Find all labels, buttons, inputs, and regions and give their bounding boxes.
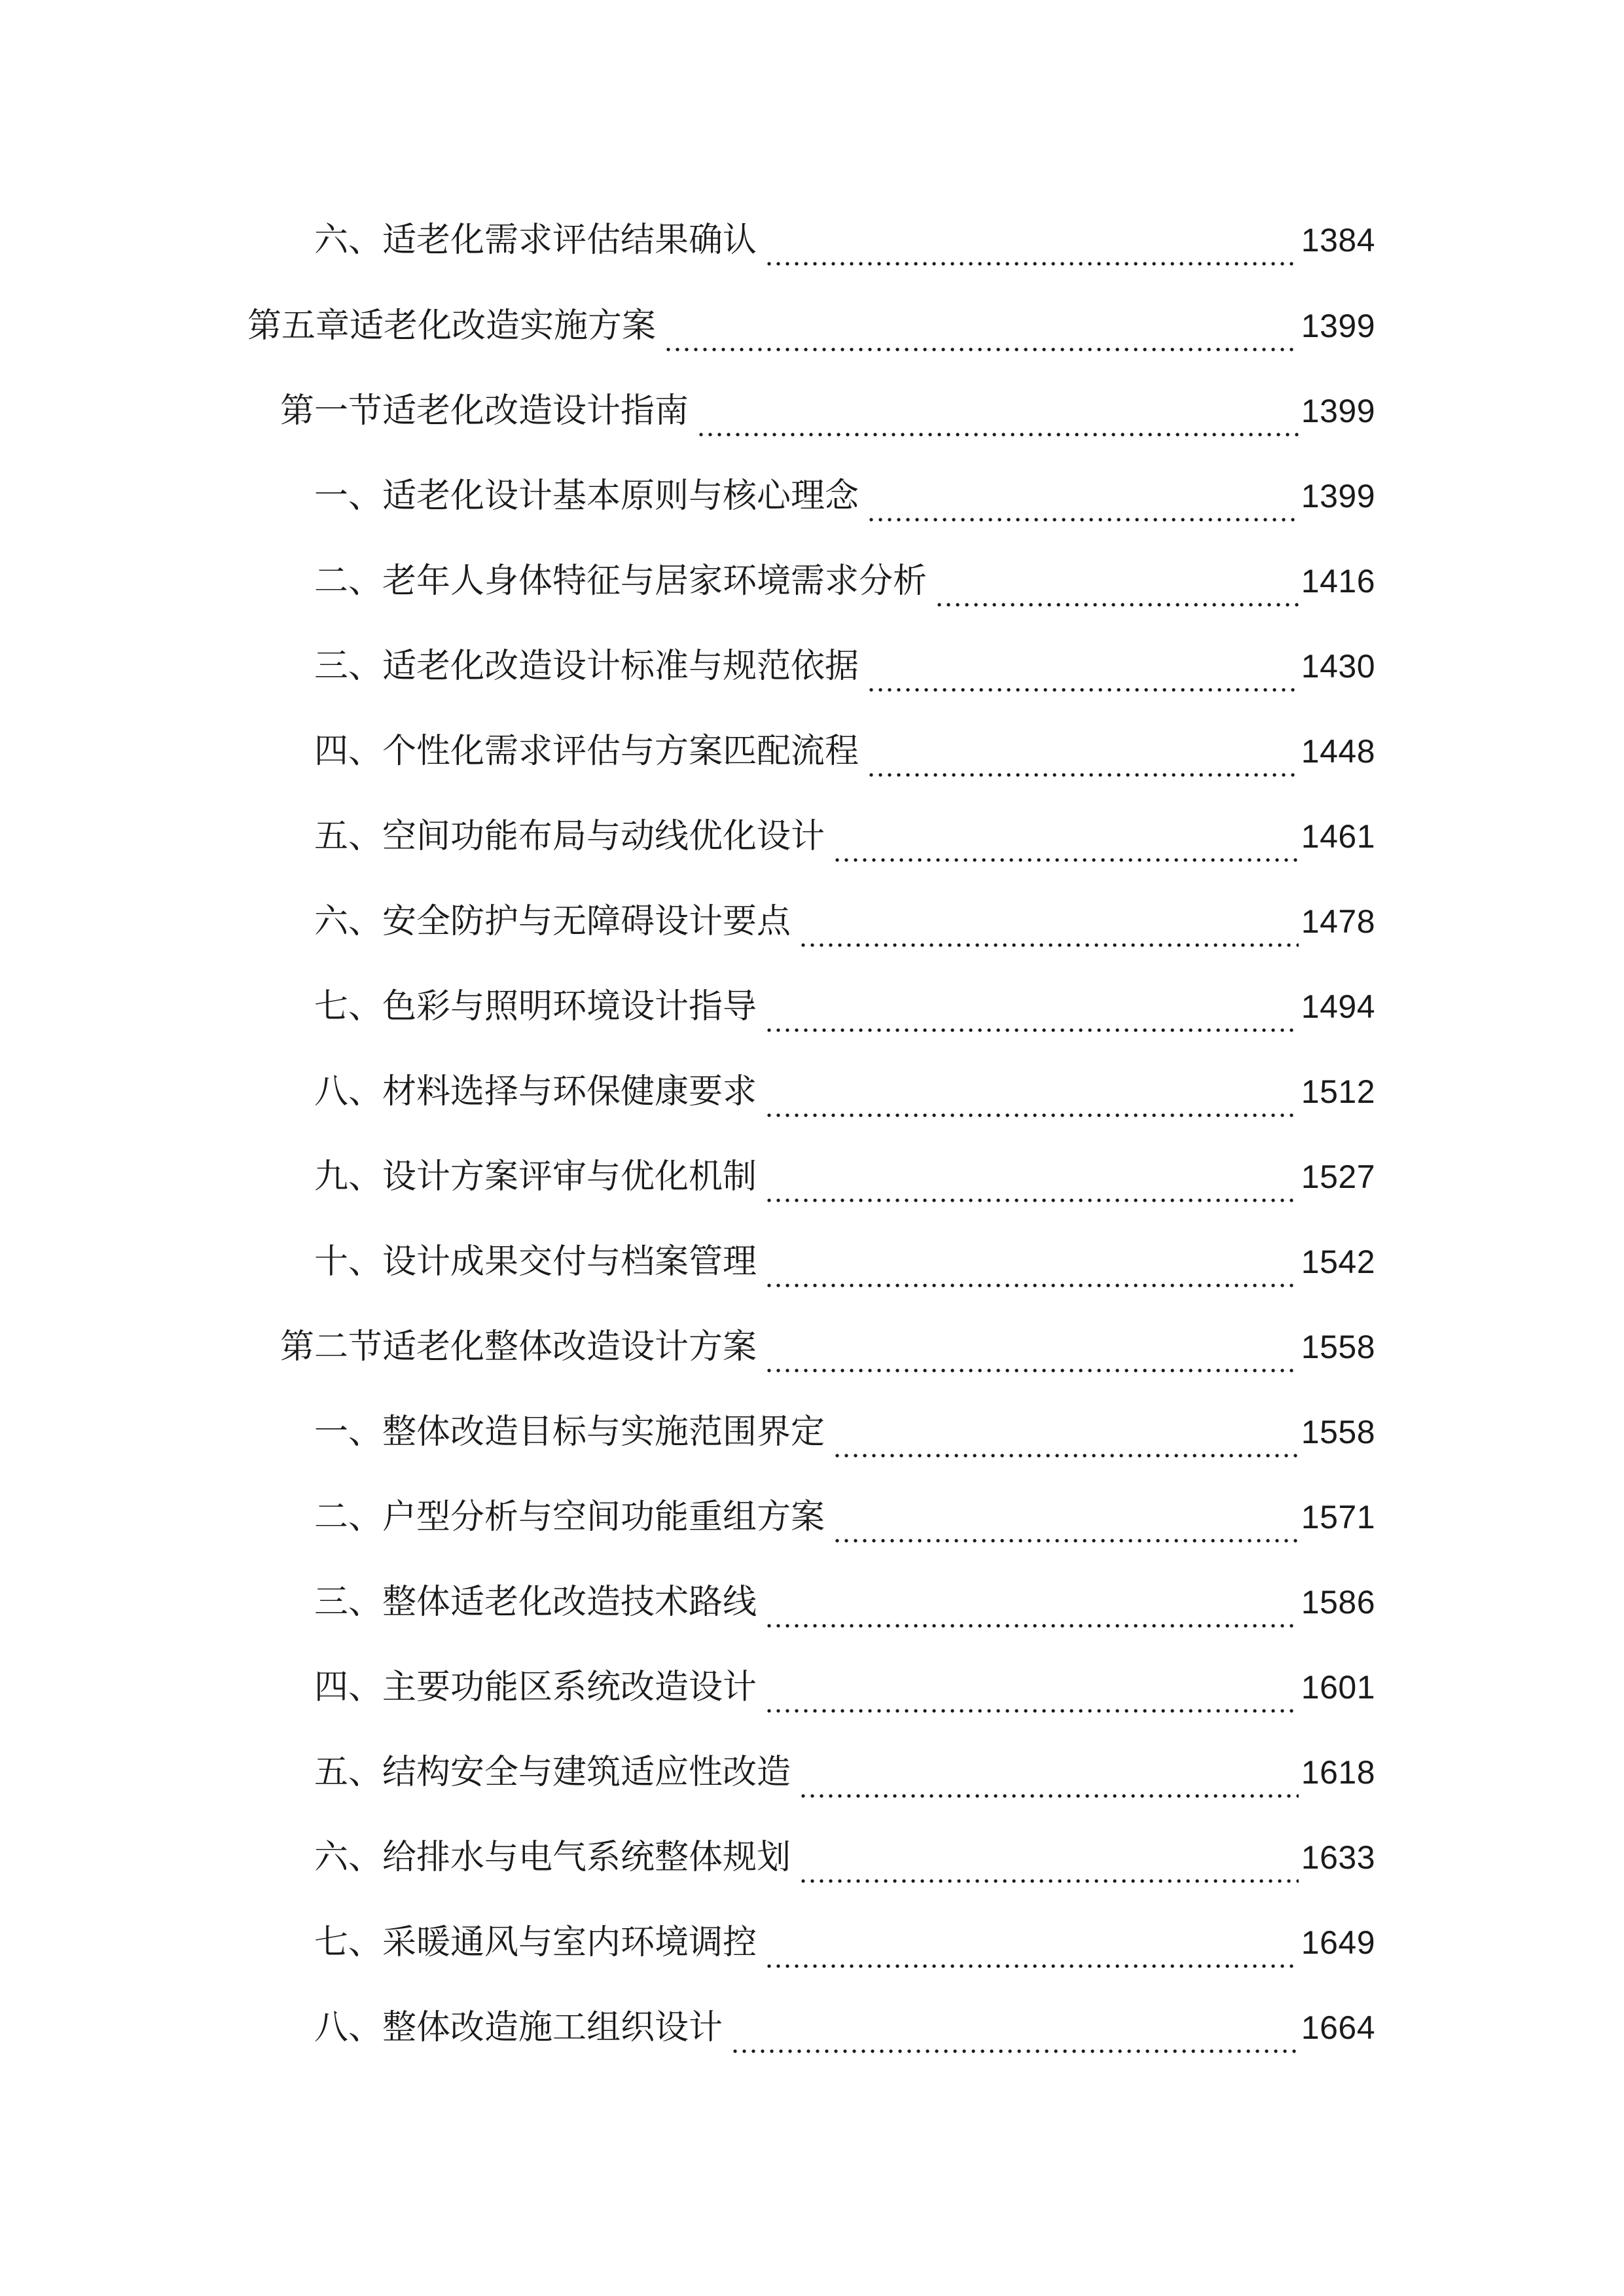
toc-entry-title: 六、安全防护与无障碍设计要点: [314, 902, 791, 941]
toc-entry-title: 五、结构安全与建筑适应性改造: [314, 1753, 791, 1792]
toc-entry-title: 九、设计方案评审与优化机制: [314, 1157, 757, 1196]
toc-entry-title: 一、整体改造目标与实施范围界定: [314, 1412, 825, 1452]
toc-page-number: 1558: [1301, 1414, 1375, 1450]
toc-entry-title: 一、适老化设计基本原则与核心理念: [314, 476, 859, 516]
toc-entry-title: 七、采暖通风与室内环境调控: [314, 1923, 757, 1962]
toc-dot-leader: [765, 974, 1299, 1039]
toc-page-number: 1664: [1301, 2009, 1375, 2046]
toc-entry-title: 八、材料选择与环保健康要求: [314, 1072, 757, 1111]
toc-entry[interactable]: [314, 1825, 1375, 1890]
toc-dot-leader: [799, 889, 1299, 954]
toc-dot-leader: [935, 548, 1299, 614]
toc-page-number: 1512: [1301, 1073, 1375, 1110]
toc-entry[interactable]: [314, 1229, 1375, 1295]
toc-dot-leader: [731, 1995, 1299, 2060]
toc-page-number: 1399: [1301, 478, 1375, 514]
toc-page-number: 1527: [1301, 1158, 1375, 1195]
toc-entry-title: 六、给排水与电气系统整体规划: [314, 1838, 791, 1877]
toc-page-number: 1649: [1301, 1924, 1375, 1961]
toc-page-number: 1416: [1301, 563, 1375, 600]
toc-page-number: 1542: [1301, 1244, 1375, 1280]
toc-entry-title: 七、色彩与照明环境设计指导: [314, 987, 757, 1026]
toc-dot-leader: [765, 1059, 1299, 1124]
toc-page-number: 1448: [1301, 733, 1375, 770]
toc-entry[interactable]: [314, 1399, 1375, 1465]
toc-entry[interactable]: [314, 1570, 1375, 1635]
toc-dot-leader: [696, 378, 1299, 444]
toc-dot-leader: [833, 1399, 1299, 1465]
toc-dot-leader: [664, 293, 1299, 359]
toc-entry-chapter[interactable]: [247, 293, 1375, 359]
toc-entry-title: 八、整体改造施工组织设计: [314, 2008, 723, 2047]
toc-dot-leader: [765, 1144, 1299, 1210]
toc-dot-leader: [765, 207, 1299, 273]
toc-entry[interactable]: [314, 719, 1375, 784]
toc-page-number: 1399: [1301, 393, 1375, 429]
toc-entry-title: 三、适老化改造设计标准与规范依据: [314, 647, 859, 686]
toc-page-number: 1571: [1301, 1499, 1375, 1535]
toc-dot-leader: [833, 804, 1299, 869]
toc-dot-leader: [765, 1910, 1299, 1975]
toc-page-number: 1461: [1301, 818, 1375, 855]
toc-entry[interactable]: [314, 804, 1375, 869]
toc-dot-leader: [799, 1740, 1299, 1805]
toc-page-number: 1618: [1301, 1754, 1375, 1791]
toc-dot-leader: [765, 1314, 1299, 1380]
toc-page-number: 1633: [1301, 1839, 1375, 1876]
toc-page-number: 1494: [1301, 988, 1375, 1025]
toc-dot-leader: [867, 719, 1299, 784]
toc-page-number: 1558: [1301, 1329, 1375, 1365]
toc-entry[interactable]: [314, 207, 1375, 273]
toc-dot-leader: [765, 1655, 1299, 1720]
toc-entry-title: 第五章适老化改造实施方案: [247, 306, 657, 346]
toc-entry-section[interactable]: [280, 1314, 1375, 1380]
toc-entry-title: 二、户型分析与空间功能重组方案: [314, 1498, 825, 1537]
toc-entry-title: 十、设计成果交付与档案管理: [314, 1242, 757, 1282]
toc-entry[interactable]: [314, 548, 1375, 614]
toc-dot-leader: [799, 1825, 1299, 1890]
toc-entry[interactable]: [314, 974, 1375, 1039]
toc-entry-title: 二、老年人身体特征与居家环境需求分析: [314, 562, 928, 601]
toc-entry[interactable]: [314, 1910, 1375, 1975]
toc-entry-title: 三、整体适老化改造技术路线: [314, 1583, 757, 1622]
toc-page-number: 1384: [1301, 222, 1375, 259]
toc-page-number: 1399: [1301, 308, 1375, 344]
toc-entry[interactable]: [314, 1484, 1375, 1550]
toc-entry-title: 六、适老化需求评估结果确认: [314, 221, 757, 260]
toc-entry-title: 四、个性化需求评估与方案匹配流程: [314, 732, 859, 771]
toc-entry[interactable]: [314, 1655, 1375, 1720]
toc-entry[interactable]: [314, 1995, 1375, 2060]
toc-page-number: 1601: [1301, 1669, 1375, 1706]
toc-page-number: 1430: [1301, 648, 1375, 685]
toc-entry-title: 第一节适老化改造设计指南: [280, 391, 689, 431]
toc-entry[interactable]: [314, 1144, 1375, 1210]
toc-page-number: 1586: [1301, 1584, 1375, 1621]
toc-entry-title: 四、主要功能区系统改造设计: [314, 1668, 757, 1707]
toc-entry-title: 五、空间功能布局与动线优化设计: [314, 817, 825, 856]
toc-entry[interactable]: [314, 889, 1375, 954]
toc-page-number: 1478: [1301, 903, 1375, 940]
toc-dot-leader: [765, 1229, 1299, 1295]
toc-dot-leader: [833, 1484, 1299, 1550]
toc-dot-leader: [867, 634, 1299, 699]
toc-dot-leader: [765, 1570, 1299, 1635]
toc-entry-title: 第二节适老化整体改造设计方案: [280, 1327, 757, 1367]
toc-entry[interactable]: [314, 1059, 1375, 1124]
toc-entry[interactable]: [314, 463, 1375, 529]
toc-dot-leader: [867, 463, 1299, 529]
toc-entry-section[interactable]: [280, 378, 1375, 444]
toc-entry[interactable]: [314, 1740, 1375, 1805]
toc-entry[interactable]: [314, 634, 1375, 699]
